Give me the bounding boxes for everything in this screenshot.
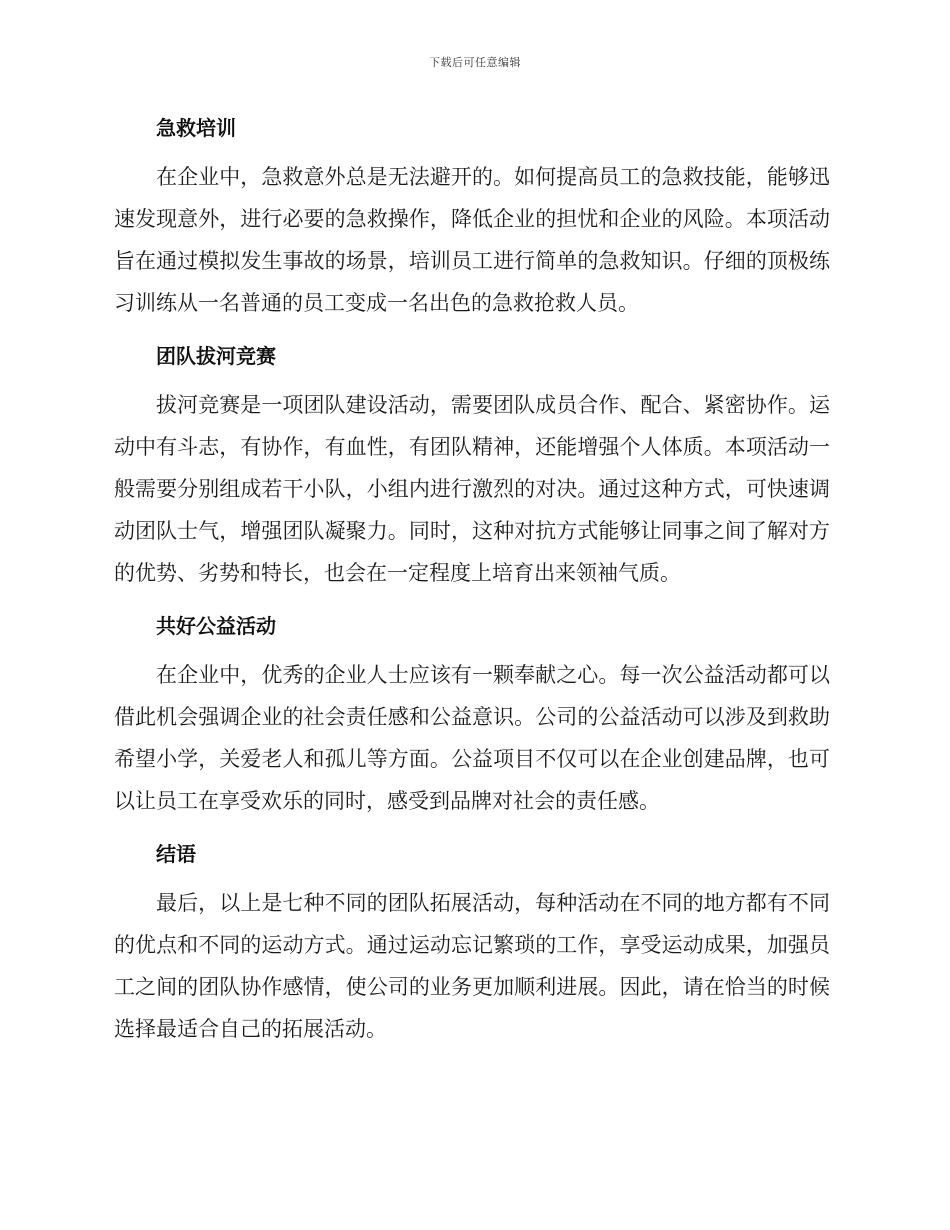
- section-tug-of-war: [114, 336, 830, 594]
- section-conclusion: [114, 834, 830, 1050]
- section-paragraph: 拔河竞赛是一项团队建设活动，需要团队成员合作、配合、紧密协作。运动中有斗志，有协作，有血性，有团队精神，还能增强个人体质。本项活动一般需要分别组成若干小队，小组内进行激烈的对决。通过这种方式，可快速调动团队士气，增强团队凝聚力。同时，这种对抗方式能够让同事之间了解对方的优势、劣势和特长，也会在一定程度上培育出来领袖气质。: [114, 393, 830, 585]
- document-body: [114, 108, 830, 1062]
- section-first-aid-training: [114, 108, 830, 324]
- section-paragraph: 最后，以上是七种不同的团队拓展活动，每种活动在不同的地方都有不同的优点和不同的运动方式。通过运动忘记繁琐的工作，享受运动成果，加强员工之间的团队协作感情，使公司的业务更加顺利进展。因此，请在恰当的时候选择最适合自己的拓展活动。: [114, 891, 830, 1041]
- section-heading: 团队拔河竞赛: [156, 344, 276, 368]
- section-heading: 共好公益活动: [156, 614, 276, 638]
- section-heading: 急救培训: [156, 116, 236, 140]
- page-header-caption: 下载后可任意编辑: [429, 56, 521, 69]
- section-heading: 结语: [156, 842, 196, 866]
- section-paragraph: 在企业中，急救意外总是无法避开的。如何提高员工的急救技能，能够迅速发现意外，进行必要的急救操作，降低企业的担忧和企业的风险。本项活动旨在通过模拟发生事故的场景，培训员工进行简单的急救知识。仔细的顶极练习训练从一名普通的员工变成一名出色的急救抢救人员。: [114, 165, 830, 315]
- section-charity-activity: [114, 606, 830, 822]
- section-paragraph: 在企业中，优秀的企业人士应该有一颗奉献之心。每一次公益活动都可以借此机会强调企业的社会责任感和公益意识。公司的公益活动可以涉及到救助希望小学，关爱老人和孤儿等方面。公益项目不仅可以在企业创建品牌，也可以让员工在享受欢乐的同时，感受到品牌对社会的责任感。: [114, 663, 830, 813]
